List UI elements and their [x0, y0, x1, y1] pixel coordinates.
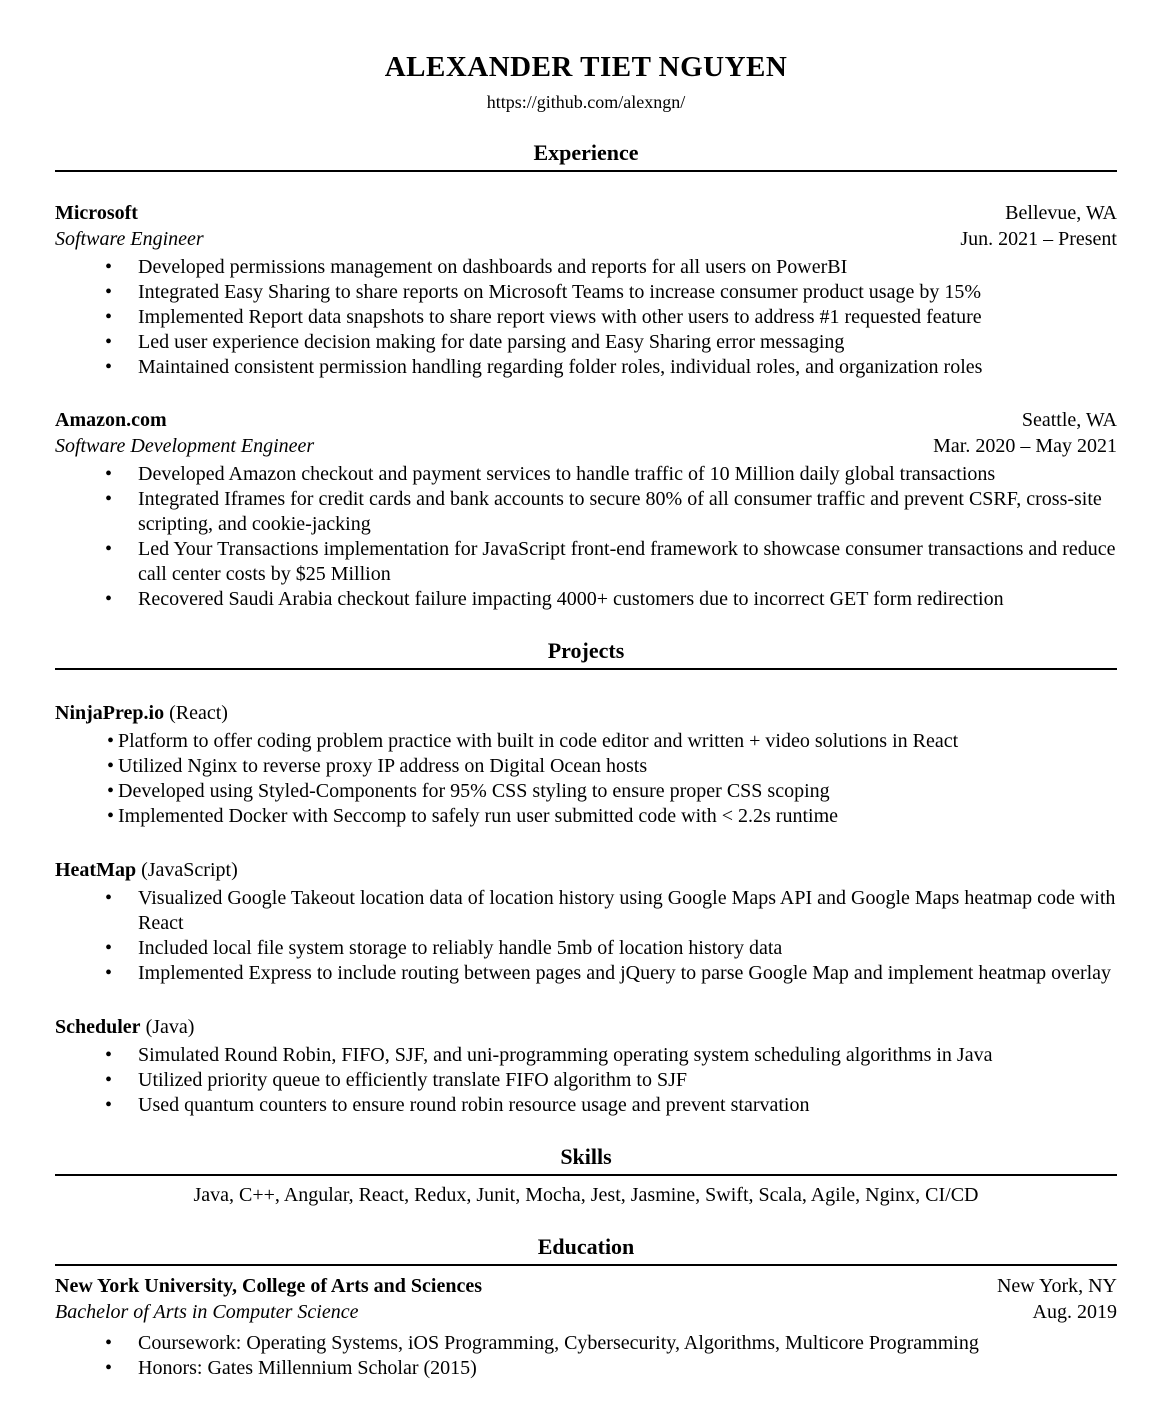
bullet-item: • Utilized priority queue to efficiently translate FIFO algorithm to SJF	[55, 1068, 1117, 1093]
experience-bullet-list	[55, 462, 1117, 612]
employment-dates: Jun. 2021 – Present	[960, 228, 1117, 250]
project-bullet-list	[55, 1043, 1117, 1118]
section-projects	[55, 638, 1117, 1118]
bullet-item: • Developed using Styled-Components for 95% CSS styling to ensure proper CSS scoping	[55, 779, 1117, 804]
entry-header-row	[55, 200, 1117, 226]
company-name: Microsoft	[55, 202, 138, 224]
school-name: New York University, College of Arts and Sciences	[55, 1275, 482, 1297]
company-location: Seattle, WA	[1021, 409, 1117, 431]
employment-dates: Mar. 2020 – May 2021	[933, 435, 1117, 457]
project-tech: (Java)	[145, 1016, 195, 1038]
project-tech: (JavaScript)	[141, 859, 238, 881]
entry-subheader-row	[55, 1299, 1117, 1325]
skills-list: Java, C++, Angular, React, Redux, Junit, Mocha, Jest, Jasmine, Swift, Scala, Agile, Nginx, CI/CD	[193, 1184, 979, 1206]
bullet-item: • Developed permissions management on dashboards and reports for all users on PowerBI	[55, 255, 1117, 280]
experience-section-title: Experience	[55, 140, 1117, 172]
projects-section-title: Projects	[55, 638, 1117, 670]
entry-subheader-row	[55, 226, 1117, 252]
graduation-date: Aug. 2019	[1032, 1301, 1117, 1323]
project-title	[55, 1014, 1117, 1040]
bullet-item: • Honors: Gates Millennium Scholar (2015)	[55, 1356, 1117, 1381]
degree-title: Bachelor of Arts in Computer Science	[55, 1301, 359, 1323]
bullet-item: • Utilized Nginx to reverse proxy IP address on Digital Ocean hosts	[55, 754, 1117, 779]
project-name: HeatMap	[55, 859, 137, 881]
bullet-item: • Recovered Saudi Arabia checkout failure impacting 4000+ customers due to incorrect GET form redirection	[55, 587, 1117, 612]
bullet-item: • Led user experience decision making for date parsing and Easy Sharing error messaging	[55, 330, 1117, 355]
section-experience	[55, 140, 1117, 612]
education-entry-nyu	[55, 1273, 1117, 1381]
project-entry-heatmap	[55, 857, 1117, 986]
bullet-item: • Maintained consistent permission handling regarding folder roles, individual roles, and organization roles	[55, 355, 1117, 380]
project-tech: (React)	[169, 702, 228, 724]
project-name: Scheduler	[55, 1016, 141, 1038]
bullet-item: • Implemented Docker with Seccomp to safely run user submitted code with < 2.2s runtime	[55, 804, 1117, 829]
doc-header	[55, 50, 1117, 114]
entry-header-row	[55, 407, 1117, 433]
bullet-item: • Integrated Iframes for credit cards and bank accounts to secure 80% of all consumer traffic and prevent CSRF, cross-site scripting, and cookie-jacking	[55, 487, 1117, 537]
project-entry-ninjaprep	[55, 700, 1117, 829]
experience-entry-amazon	[55, 407, 1117, 612]
bullet-item: • Simulated Round Robin, FIFO, SJF, and uni-programming operating system scheduling algorithms in Java	[55, 1043, 1117, 1068]
role-title: Software Development Engineer	[55, 435, 315, 457]
candidate-name: ALEXANDER TIET NGUYEN	[384, 51, 788, 83]
experience-bullet-list	[55, 255, 1117, 380]
school-location: New York, NY	[996, 1275, 1117, 1297]
project-bullet-list	[55, 886, 1117, 986]
project-title	[55, 857, 1117, 883]
project-title	[55, 700, 1117, 726]
bullet-item: • Integrated Easy Sharing to share reports on Microsoft Teams to increase consumer product usage by 15%	[55, 280, 1117, 305]
github-link[interactable]: https://github.com/alexngn/	[486, 92, 686, 112]
bullet-item: • Platform to offer coding problem practice with built in code editor and written + video solutions in React	[55, 729, 1117, 754]
company-name: Amazon.com	[55, 409, 167, 431]
bullet-item: • Visualized Google Takeout location data of location history using Google Maps API and Google Maps heatmap code with React	[55, 886, 1117, 936]
entry-subheader-row	[55, 433, 1117, 459]
bullet-item: • Led Your Transactions implementation for JavaScript front-end framework to showcase consumer transactions and reduce call center costs by $25 Million	[55, 537, 1117, 587]
education-section-title: Education	[55, 1234, 1117, 1266]
bullet-item: • Included local file system storage to reliably handle 5mb of location history data	[55, 936, 1117, 961]
role-title: Software Engineer	[55, 228, 204, 250]
section-skills	[55, 1144, 1117, 1208]
education-bullet-list	[55, 1331, 1117, 1381]
experience-entry-microsoft	[55, 200, 1117, 380]
project-entry-scheduler	[55, 1014, 1117, 1118]
skills-section-title: Skills	[55, 1144, 1117, 1176]
entry-header-row	[55, 1273, 1117, 1299]
company-location: Bellevue, WA	[1005, 202, 1117, 224]
bullet-item: • Used quantum counters to ensure round robin resource usage and prevent starvation	[55, 1093, 1117, 1118]
project-bullet-list	[55, 729, 1117, 829]
bullet-item: • Developed Amazon checkout and payment services to handle traffic of 10 Million daily global transactions	[55, 462, 1117, 487]
section-education	[55, 1234, 1117, 1381]
bullet-item: • Implemented Report data snapshots to share report views with other users to address #1 requested feature	[55, 305, 1117, 330]
project-name: NinjaPrep.io	[55, 702, 165, 724]
bullet-item: • Implemented Express to include routing between pages and jQuery to parse Google Map and implement heatmap overlay	[55, 961, 1117, 986]
bullet-item: • Coursework: Operating Systems, iOS Programming, Cybersecurity, Algorithms, Multicore Programming	[55, 1331, 1117, 1356]
